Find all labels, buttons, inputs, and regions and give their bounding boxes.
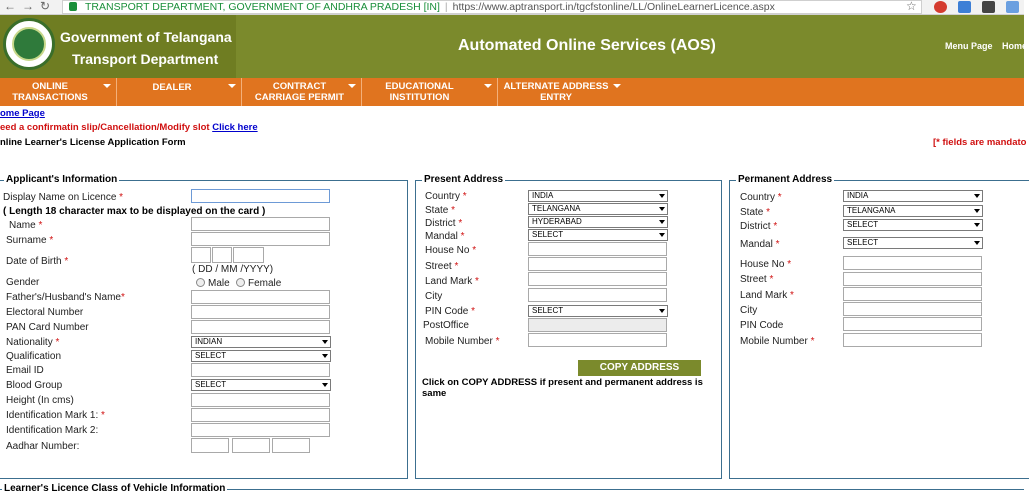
present-city-label: City [425,291,443,302]
nationality-select[interactable]: INDIAN [191,336,331,348]
gender-label: Gender [6,277,40,288]
permanent-landmark-input[interactable] [843,287,982,301]
back-arrow-icon[interactable]: ← [4,0,16,13]
dob-day-input[interactable] [191,247,211,263]
permanent-address-legend: Permanent Address [738,174,833,185]
forward-arrow-icon[interactable]: → [22,0,34,13]
secure-site-label: TRANSPORT DEPARTMENT, GOVERNMENT OF ANDHRA PRADESH [IN] [85,1,440,13]
chevron-down-icon [613,84,621,88]
dropdown-arrow-icon [659,233,665,237]
aadhar-part3-input[interactable] [272,438,310,453]
email-input[interactable] [191,363,330,377]
present-state-label: State * [425,205,456,216]
dropdown-arrow-icon [974,194,980,198]
present-postoffice-label: PostOffice [423,320,469,331]
present-mandal-select[interactable]: SELECT [528,229,668,241]
id-mark1-input[interactable] [191,408,330,422]
dropdown-arrow-icon [659,207,665,211]
chevron-down-icon [348,84,356,88]
present-landmark-input[interactable] [528,272,667,286]
present-country-label: Country * [425,191,467,202]
dropdown-arrow-icon [322,354,328,358]
permanent-street-input[interactable] [843,272,982,286]
permanent-country-label: Country * [740,192,782,203]
aadhar-label: Aadhar Number: [6,441,80,452]
permanent-pin-label: PIN Code [740,320,784,331]
dept-line-1: Government of Telangana [60,29,232,45]
nationality-label: Nationality * [6,337,60,348]
email-label: Email ID [6,365,44,376]
present-street-label: Street * [425,261,459,272]
present-address-legend: Present Address [424,174,504,185]
present-mobile-input[interactable] [528,333,667,347]
menu-contract-carriage-permit[interactable]: CONTRACT CARRIAGE PERMIT [242,78,362,106]
browser-toolbar [0,0,1024,15]
site-header [0,15,1028,78]
permanent-city-label: City [740,305,758,316]
extension-icon[interactable] [958,1,971,13]
surname-label: Surname * [6,235,54,246]
permanent-state-label: State * [740,207,771,218]
present-postoffice-input [528,318,667,332]
dropdown-arrow-icon [322,383,328,387]
permanent-district-select[interactable]: SELECT [843,219,983,231]
chevron-down-icon [484,84,492,88]
present-city-input[interactable] [528,288,667,302]
length-note: ( Length 18 character max to be displayed on the card ) [3,206,266,217]
id-mark2-label: Identification Mark 2: [6,425,99,436]
aadhar-part2-input[interactable] [232,438,270,453]
present-house-label: House No * [425,245,477,256]
id-mark2-input[interactable] [191,423,330,437]
permanent-street-label: Street * [740,274,774,285]
permanent-mandal-select[interactable]: SELECT [843,237,983,249]
menu-alternate-address-entry[interactable]: ALTERNATE ADDRESS ENTRY [498,78,626,106]
dropdown-arrow-icon [659,194,665,198]
surname-input[interactable] [191,232,330,246]
present-landmark-label: Land Mark * [425,276,479,287]
electoral-number-input[interactable] [191,305,330,319]
permanent-house-label: House No * [740,259,792,270]
present-mandal-label: Mandal * [425,231,465,242]
chevron-down-icon [228,84,236,88]
present-district-label: District * [425,218,463,229]
blood-group-label: Blood Group [6,380,63,391]
site-title: Automated Online Services (AOS) [458,37,716,54]
dropdown-arrow-icon [974,241,980,245]
gender-female-label: Female [248,278,282,289]
present-mobile-label: Mobile Number * [425,336,500,347]
star-icon[interactable]: ☆ [906,0,917,13]
present-street-input[interactable] [528,257,667,271]
url-text: https://www.aptransport.in/tgcfstonline/LL/OnlineLearnerLicence.aspx [452,1,775,13]
present-state-select[interactable]: TELANGANA [528,203,668,215]
reload-icon[interactable]: ↻ [40,0,51,13]
permanent-country-select[interactable]: INDIA [843,190,983,202]
qualification-select[interactable]: SELECT [191,350,331,362]
dob-year-input[interactable] [233,247,264,263]
permanent-mandal-label: Mandal * [740,239,780,250]
dropdown-arrow-icon [659,220,665,224]
aadhar-part1-input[interactable] [191,438,229,453]
menu-educational-institution[interactable]: EDUCATIONAL INSTITUTION [362,78,498,106]
permanent-house-input[interactable] [843,256,982,270]
display-name-label: Display Name on Licence * [3,192,124,203]
permanent-city-input[interactable] [843,302,982,316]
father-name-label: Father's/Husband's Name* [6,292,125,303]
gmail-extension-icon[interactable] [982,1,995,13]
father-name-input[interactable] [191,290,330,304]
logo-box [0,15,236,78]
vehicle-class-legend: Learner's Licence Class of Vehicle Information [4,483,226,494]
vehicle-class-fieldset [0,483,1024,499]
blood-group-select[interactable]: SELECT [191,379,331,391]
present-district-select[interactable]: HYDERABAD [528,216,668,228]
menu-page-link[interactable]: Menu Page [945,41,993,51]
address-bar[interactable]: TRANSPORT DEPARTMENT, GOVERNMENT OF ANDHRA PRADESH [IN] | https://www.aptransport.in/tgcfstonline/LL/OnlineLearnerLicence.aspx [62,0,922,14]
copy-address-button[interactable]: COPY ADDRESS [578,360,701,376]
dob-format: ( DD / MM /YYYY) [192,264,274,275]
permanent-pin-input[interactable] [843,317,982,331]
electoral-number-label: Electoral Number [6,307,84,318]
telangana-emblem-icon [3,18,55,70]
dropdown-arrow-icon [659,309,665,313]
home-link[interactable]: Home [1002,41,1028,51]
present-pin-select[interactable]: SELECT [528,305,668,317]
permanent-district-label: District * [740,221,778,232]
dob-label: Date of Birth * [6,256,69,267]
dropdown-arrow-icon [974,209,980,213]
id-mark1-label: Identification Mark 1: * [6,410,105,421]
permanent-state-select[interactable]: TELANGANA [843,205,983,217]
form-title: nline Learner's License Application Form [0,137,186,148]
display-name-input[interactable] [191,189,330,203]
present-house-input[interactable] [528,242,667,256]
menu-dealer[interactable]: DEALER [117,78,242,106]
chevron-down-icon [103,84,111,88]
permanent-mobile-label: Mobile Number * [740,336,815,347]
dept-line-2: Transport Department [72,51,219,67]
dropdown-arrow-icon [322,340,328,344]
permanent-mobile-input[interactable] [843,333,982,347]
height-label: Height (In cms) [6,395,74,406]
permanent-landmark-label: Land Mark * [740,290,794,301]
extension-icon-2[interactable] [1006,1,1019,13]
height-input[interactable] [191,393,330,407]
pan-card-input[interactable] [191,320,330,334]
present-country-select[interactable]: INDIA [528,190,668,202]
dropdown-arrow-icon [974,223,980,227]
gender-male-radio[interactable] [196,278,205,287]
menu-online-transactions[interactable]: ONLINE TRANSACTIONS [0,78,117,106]
qualification-label: Qualification [6,351,62,362]
mandatory-note: [* fields are mandato [933,137,1027,148]
name-label: Name * [9,220,43,231]
home-page-link[interactable]: ome Page [0,108,45,119]
gender-female-radio[interactable] [236,278,245,287]
main-menu [0,78,1024,106]
dob-month-input[interactable] [212,247,232,263]
gender-male-label: Male [208,278,230,289]
copy-address-note: Click on COPY ADDRESS if present and permanent address is same [422,377,703,399]
present-pin-label: PIN Code * [425,306,476,317]
pan-card-label: PAN Card Number [6,322,89,333]
slip-notice: eed a confirmatin slip/Cancellation/Modify slot Click here [0,122,258,133]
click-here-link[interactable]: Click here [212,122,258,133]
name-input[interactable] [191,217,330,231]
lock-icon [69,2,77,11]
applicant-legend: Applicant's Information [6,174,118,185]
opera-extension-icon[interactable] [934,1,947,13]
